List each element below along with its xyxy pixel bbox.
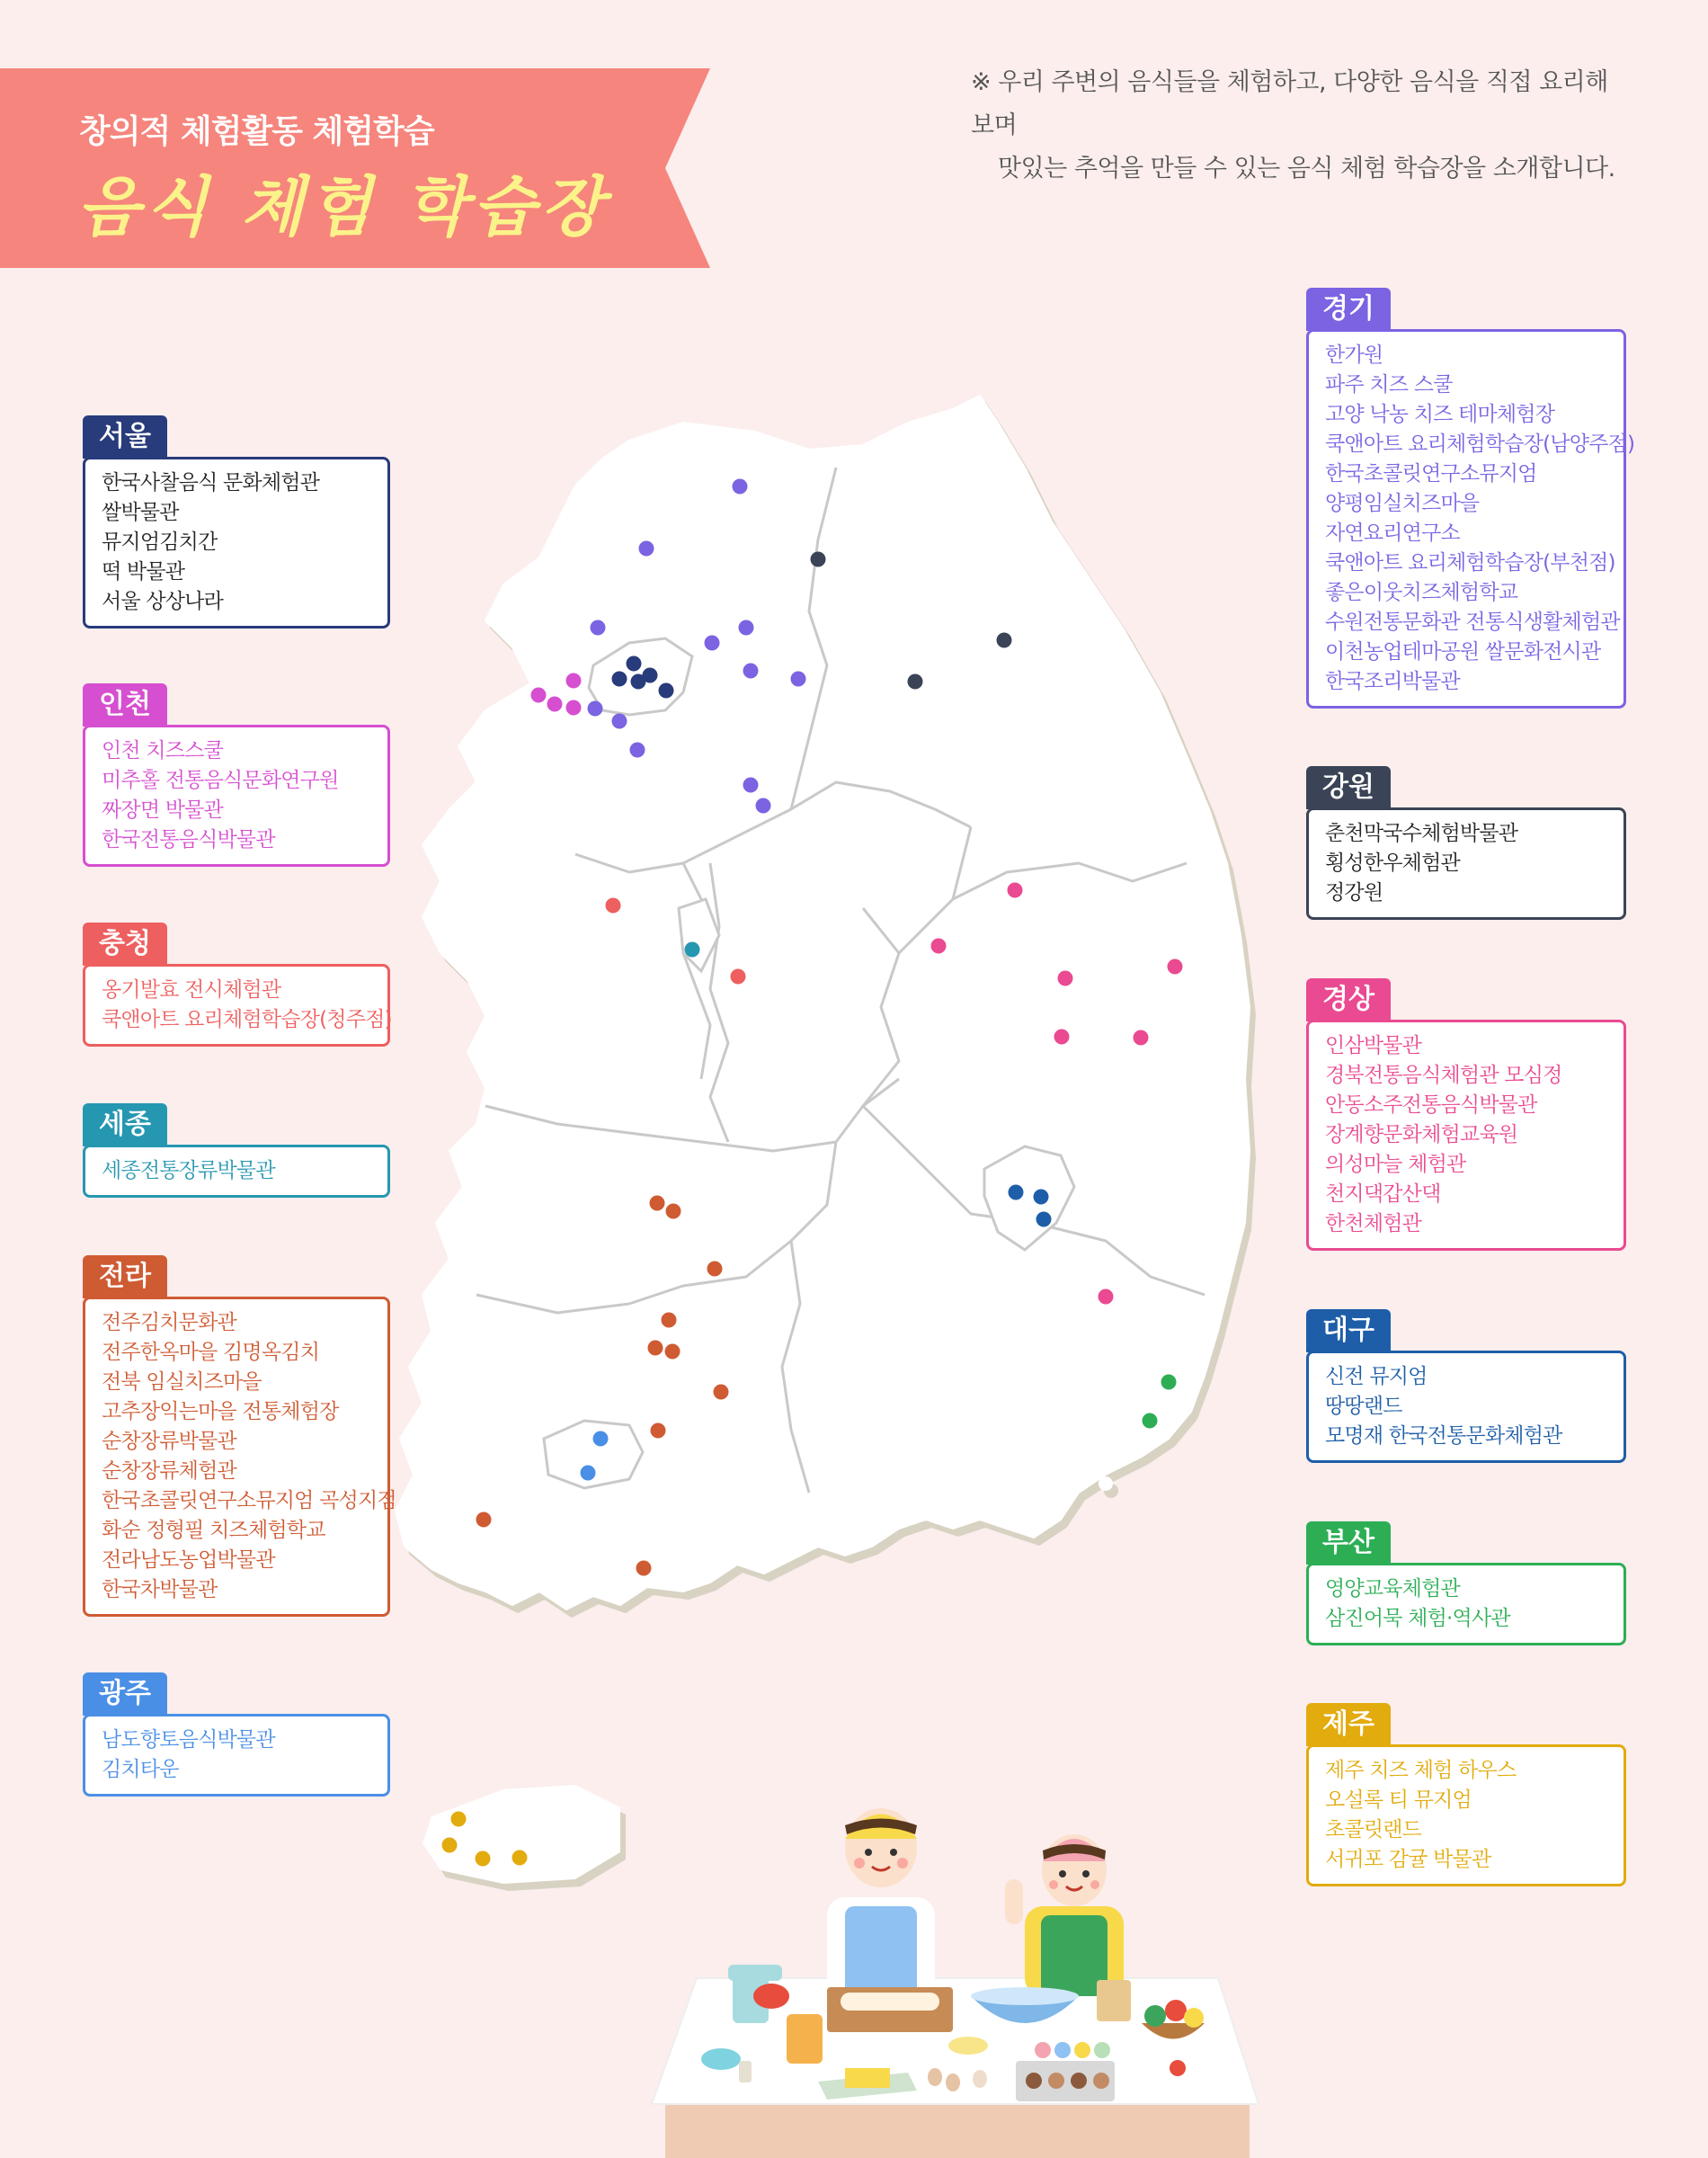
region-tab-jeolla: 전라: [83, 1255, 167, 1298]
region-list-gyeongsang: [1306, 1020, 1626, 1251]
list-item[interactable]: 쿡앤아트 요리체험학습장(청주점): [102, 1008, 392, 1031]
list-item[interactable]: 서귀포 감귤 박물관: [1325, 1848, 1491, 1871]
list-item[interactable]: 한국조리박물관: [1325, 670, 1460, 693]
list-item[interactable]: 고양 낙농 치즈 테마체험장: [1325, 403, 1555, 426]
list-item[interactable]: 의성마늘 체험관: [1325, 1153, 1466, 1176]
region-tab-gangwon: 강원: [1306, 766, 1391, 809]
region-list-daegu: [1306, 1351, 1626, 1463]
chef-girl-icon: [827, 1808, 935, 1996]
list-item[interactable]: 안동소주전통음식박물관: [1325, 1093, 1537, 1117]
list-item[interactable]: 좋은이웃치즈체험학교: [1325, 581, 1518, 604]
list-item[interactable]: 전북 임실치즈마을: [102, 1370, 262, 1394]
list-item[interactable]: 횡성한우체험관: [1325, 852, 1460, 875]
list-item[interactable]: 전주한옥마을 김명옥김치: [102, 1341, 320, 1364]
region-seoul: [83, 415, 390, 629]
region-tab-gyeonggi: 경기: [1306, 288, 1391, 331]
list-item[interactable]: 김치타운: [102, 1758, 179, 1781]
region-jeju: [1306, 1703, 1626, 1886]
list-item[interactable]: 초콜릿랜드: [1325, 1818, 1422, 1841]
list-item[interactable]: 오설록 티 뮤지엄: [1325, 1788, 1472, 1812]
region-gyeongsang: [1306, 978, 1626, 1251]
list-item[interactable]: 세종전통장류박물관: [102, 1159, 275, 1182]
list-item[interactable]: 자연요리연구소: [1325, 522, 1460, 545]
list-item[interactable]: 쿡앤아트 요리체험학습장(부천점): [1325, 551, 1615, 575]
list-item[interactable]: 인천 치즈스쿨: [102, 739, 224, 762]
region-list-chungcheong: [83, 964, 390, 1047]
list-item[interactable]: 옹기발효 전시체험관: [102, 978, 281, 1002]
list-item[interactable]: 모명재 한국전통문화체험관: [1325, 1424, 1562, 1448]
region-incheon: [83, 683, 390, 867]
list-item[interactable]: 수원전통문화관 전통식생활체험관: [1325, 611, 1620, 634]
list-item[interactable]: 한국초콜릿연구소뮤지엄 곡성지점: [102, 1489, 396, 1512]
list-item[interactable]: 쌀박물관: [102, 501, 179, 524]
region-list-seoul: [83, 457, 390, 629]
region-gwangju: [83, 1672, 390, 1797]
list-item[interactable]: 신전 뮤지엄: [1325, 1365, 1428, 1388]
list-item[interactable]: 땅땅랜드: [1325, 1395, 1402, 1418]
list-item[interactable]: 정강원: [1325, 881, 1383, 905]
region-tab-gyeongsang: 경상: [1306, 978, 1391, 1021]
region-tab-chungcheong: 충청: [83, 923, 167, 966]
notice-line-1: ※ 우리 주변의 음식들을 체험하고, 다양한 음식을 직접 요리해 보며: [971, 68, 1608, 139]
region-list-gangwon: [1306, 807, 1626, 920]
region-tab-jeju: 제주: [1306, 1703, 1391, 1746]
list-item[interactable]: 파주 치즈 스쿨: [1325, 373, 1453, 397]
region-list-busan: [1306, 1563, 1626, 1645]
region-busan: [1306, 1521, 1626, 1645]
region-gangwon: [1306, 766, 1626, 920]
region-sejong: [83, 1103, 390, 1198]
region-tab-busan: 부산: [1306, 1521, 1391, 1565]
region-jeolla: [83, 1255, 396, 1617]
list-item[interactable]: 뮤지엄김치간: [102, 531, 218, 554]
list-item[interactable]: 짜장면 박물관: [102, 798, 224, 822]
region-tab-gwangju: 광주: [83, 1672, 167, 1716]
banner-subtitle: 창의적 체험활동 체험학습: [79, 113, 434, 150]
flour-bag-icon: [787, 2014, 823, 2064]
list-item[interactable]: 고추장익는마을 전통체험장: [102, 1400, 339, 1423]
measuring-cup-icon: [1097, 1980, 1131, 2021]
list-item[interactable]: 한국초콜릿연구소뮤지엄: [1325, 462, 1537, 486]
list-item[interactable]: 쿡앤아트 요리체험학습장(남양주점): [1325, 432, 1635, 456]
list-item[interactable]: 경북전통음식체험관 모심정: [1325, 1064, 1562, 1087]
region-gyeonggi: [1306, 288, 1635, 709]
region-chungcheong: [83, 923, 390, 1047]
list-item[interactable]: 순창장류체험관: [102, 1459, 236, 1483]
list-item[interactable]: 인삼박물관: [1325, 1034, 1422, 1057]
region-tab-seoul: 서울: [83, 415, 167, 459]
list-item[interactable]: 양평임실치즈마을: [1325, 492, 1480, 515]
list-item[interactable]: 한가원: [1325, 343, 1383, 367]
list-item[interactable]: 전라남도농업박물관: [102, 1548, 275, 1572]
list-item[interactable]: 영양교육체험관: [1325, 1577, 1460, 1601]
region-list-incheon: [83, 725, 390, 867]
region-list-gwangju: [83, 1714, 390, 1797]
list-item[interactable]: 제주 치즈 체험 하우스: [1325, 1759, 1517, 1782]
list-item[interactable]: 한천체험관: [1325, 1212, 1422, 1235]
kitchen-illustration: [647, 1807, 1268, 2158]
region-tab-sejong: 세종: [83, 1103, 167, 1146]
list-item[interactable]: 한국사찰음식 문화체험관: [102, 471, 320, 495]
region-list-gyeonggi: [1306, 329, 1635, 709]
list-item[interactable]: 이천농업테마공원 쌀문화전시관: [1325, 640, 1601, 664]
list-item[interactable]: 미추홀 전통음식문화연구원: [102, 769, 339, 792]
list-item[interactable]: 한국차박물관: [102, 1578, 218, 1601]
banner-title: 음식 체험 학습장: [77, 168, 609, 245]
list-item[interactable]: 한국전통음식박물관: [102, 828, 275, 852]
list-item[interactable]: 전주김치문화관: [102, 1311, 236, 1334]
region-tab-incheon: 인천: [83, 683, 167, 727]
region-list-sejong: [83, 1145, 390, 1198]
region-list-jeolla: [83, 1297, 396, 1617]
list-item[interactable]: 순창장류박물관: [102, 1430, 236, 1453]
region-list-jeju: [1306, 1744, 1626, 1886]
region-tab-daegu: 대구: [1306, 1309, 1391, 1352]
list-item[interactable]: 화순 정형필 치즈체험학교: [102, 1519, 325, 1542]
list-item[interactable]: 남도향토음식박물관: [102, 1728, 275, 1752]
jeju-outline: [423, 1785, 620, 1884]
notice-line-2: 맛있는 추억을 만들 수 있는 음식 체험 학습장을 소개합니다.: [998, 155, 1615, 183]
list-item[interactable]: 천지댁갑산댁: [1325, 1182, 1441, 1206]
list-item[interactable]: 장계향문화체험교육원: [1325, 1123, 1518, 1146]
list-item[interactable]: 춘천막국수체험박물관: [1325, 822, 1518, 845]
chef-girl-pink-icon: [1005, 1834, 1124, 1996]
list-item[interactable]: 서울 상상나라: [102, 590, 224, 613]
mainland-outline: [396, 396, 1250, 1610]
region-daegu: [1306, 1309, 1626, 1463]
list-item[interactable]: 삼진어묵 체험·역사관: [1325, 1607, 1510, 1630]
list-item[interactable]: 떡 박물관: [102, 560, 185, 584]
